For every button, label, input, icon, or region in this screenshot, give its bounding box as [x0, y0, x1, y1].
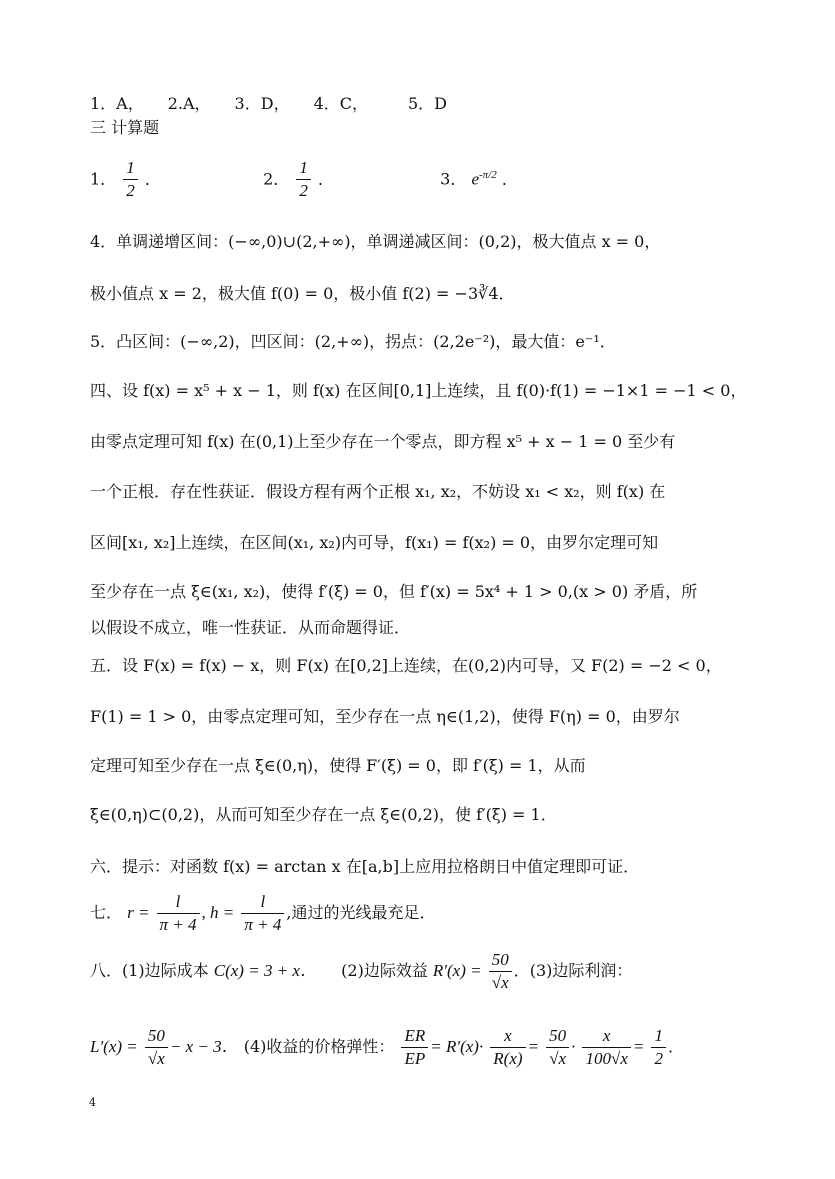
- r-denominator: π + 4: [159, 915, 197, 934]
- choice-answers: 1．A， 2.A， 3．D， 4．C， 5．D: [90, 94, 447, 113]
- h-lhs: , h =: [201, 903, 235, 922]
- sec6-line: 六．提示：对函数 f(x) = arctan x 在[a,b]上应用拉格朗日中值定理即可证．: [90, 857, 640, 876]
- elasticity-den-3: √x: [549, 1049, 567, 1068]
- q4-line-2: 极小值点 x = 2，极大值 f(0) = 0，极小值 f(2) = −3∛4．: [90, 284, 515, 303]
- elasticity-den-5: 2: [654, 1049, 663, 1068]
- r-fraction: [157, 891, 200, 936]
- marginal-revenue-label: (2)边际效益: [341, 961, 428, 980]
- section-3-title: 三 计算题: [90, 118, 160, 137]
- marginal-cost: C(x) = 3 + x．: [213, 961, 317, 980]
- elasticity-num-5: 1: [651, 1025, 666, 1048]
- answer-2-numerator: 1: [296, 157, 311, 180]
- sec8-line-2: [90, 1022, 684, 1072]
- elasticity-den-2: R(x): [493, 1049, 523, 1068]
- sec4-line-4: 区间[x₁, x₂]上连续，在区间(x₁, x₂)内可导，f(x₁) = f(x₂) = 0，由罗尔定理可知: [90, 533, 659, 552]
- answer-2-label: 2．: [263, 169, 290, 189]
- sec7-label: 七．: [90, 903, 123, 922]
- answer-1-end: ．: [144, 169, 161, 189]
- answer-1-label: 1．: [90, 169, 117, 189]
- elasticity-eq: =: [527, 1037, 540, 1056]
- marginal-profit-label: ．(3)边际利润：: [513, 961, 633, 980]
- q4-line-1: 4．单调递增区间：(−∞,0)∪(2,+∞)，单调递减区间：(0,2)，极大值点 x = 0，: [90, 232, 661, 251]
- answer-2-denominator: 2: [299, 181, 308, 201]
- sec5-line-1: 五．设 F(x) = f(x) − x，则 F(x) 在[0,2]上连续，在(0,2)内可导，又 F(2) = −2 < 0，: [90, 656, 722, 675]
- marginal-profit-fraction: [145, 1025, 168, 1070]
- marginal-revenue-fraction: [489, 949, 512, 994]
- marginal-profit-lhs: L′(x) =: [90, 1037, 138, 1056]
- sec7-line: [90, 890, 435, 936]
- r-numerator: l: [157, 891, 200, 914]
- marginal-profit-numerator: 50: [145, 1025, 168, 1048]
- marginal-profit-denominator: √x: [147, 1049, 165, 1068]
- r-lhs: r =: [127, 903, 150, 922]
- sec4-line-1: 四、设 f(x) = x⁵ + x − 1，则 f(x) 在区间[0,1]上连续，且 f(0)·f(1) = −1×1 = −1 < 0，: [90, 381, 747, 400]
- elasticity-fraction-4: [582, 1025, 630, 1070]
- h-fraction: [241, 891, 284, 936]
- elasticity-fraction-1: [401, 1025, 428, 1070]
- elasticity-fraction-5: [651, 1025, 666, 1070]
- sec4-line-6: 以假设不成立，唯一性获证．从而命题得证．: [90, 618, 411, 637]
- answer-2-fraction: [296, 157, 311, 202]
- elasticity-num-3: 50: [546, 1025, 569, 1048]
- answer-3-label: 3．: [440, 169, 467, 189]
- q5-line: 5．凸区间：(−∞,2)，凹区间：(2,+∞)，拐点：(2,2e⁻²)，最大值：e⁻¹．: [90, 332, 616, 351]
- elasticity-fraction-2: [490, 1025, 525, 1070]
- sec8-line-1: [90, 948, 632, 994]
- sec8-label: 八．(1)边际成本: [90, 961, 209, 980]
- marginal-revenue-numerator: 50: [489, 949, 512, 972]
- sec7-tail: ,通过的光线最充足．: [286, 903, 436, 922]
- answer-3-end: ．: [501, 169, 518, 189]
- elasticity-eq-2: =: [632, 1037, 645, 1056]
- answer-1-numerator: 1: [123, 157, 138, 180]
- answer-3-base: e: [471, 169, 479, 189]
- elasticity-fraction-3: [546, 1025, 569, 1070]
- sec5-line-4: ξ∈(0,η)⊂(0,2)，从而可知至少存在一点 ξ∈(0,2)，使 f′(ξ) = 1．: [90, 805, 557, 824]
- h-numerator: l: [241, 891, 284, 914]
- er-numerator: ER: [401, 1025, 428, 1048]
- elasticity-dot: ·: [571, 1037, 576, 1056]
- ep-denominator: EP: [404, 1049, 426, 1068]
- answer-3-exponent: -π/2: [478, 169, 497, 181]
- elasticity-mid: = R′(x)·: [430, 1037, 484, 1056]
- answer-1-denominator: 2: [126, 181, 135, 201]
- page-number: 4: [89, 1096, 96, 1109]
- elasticity-label: (4)收益的价格弹性：: [243, 1037, 395, 1056]
- elasticity-den-4: 100√x: [585, 1049, 628, 1068]
- sec4-line-2: 由零点定理可知 f(x) 在(0,1)上至少存在一个零点，即方程 x⁵ + x − 1 = 0 至少有: [90, 432, 676, 451]
- sec5-line-3: 定理可知至少存在一点 ξ∈(0,η)，使得 F′(ξ) = 0，即 f′(ξ) = 1，从而: [90, 756, 586, 775]
- sec5-line-2: F(1) = 1 > 0，由零点定理可知，至少存在一点 η∈(1,2)，使得 F(η) = 0，由罗尔: [90, 707, 680, 726]
- sec4-line-3: 一个正根．存在性获证．假设方程有两个正根 x₁, x₂，不妨设 x₁ < x₂，则 f(x) 在: [90, 482, 666, 501]
- elasticity-end: ．: [667, 1037, 684, 1056]
- answer-2-end: ．: [317, 169, 334, 189]
- answer-1-fraction: [123, 157, 138, 202]
- sec4-line-5: 至少存在一点 ξ∈(x₁, x₂)，使得 f′(ξ) = 0，但 f′(x) = 5x⁴ + 1 > 0,(x > 0) 矛盾，所: [90, 582, 698, 601]
- h-denominator: π + 4: [244, 915, 282, 934]
- calc-answers: [90, 152, 518, 202]
- marginal-profit-tail: − x − 3．: [169, 1037, 239, 1056]
- elasticity-num-2: x: [490, 1025, 525, 1048]
- elasticity-num-4: x: [582, 1025, 630, 1048]
- marginal-revenue-lhs: R′(x) =: [432, 961, 482, 980]
- marginal-revenue-denominator: √x: [491, 973, 509, 992]
